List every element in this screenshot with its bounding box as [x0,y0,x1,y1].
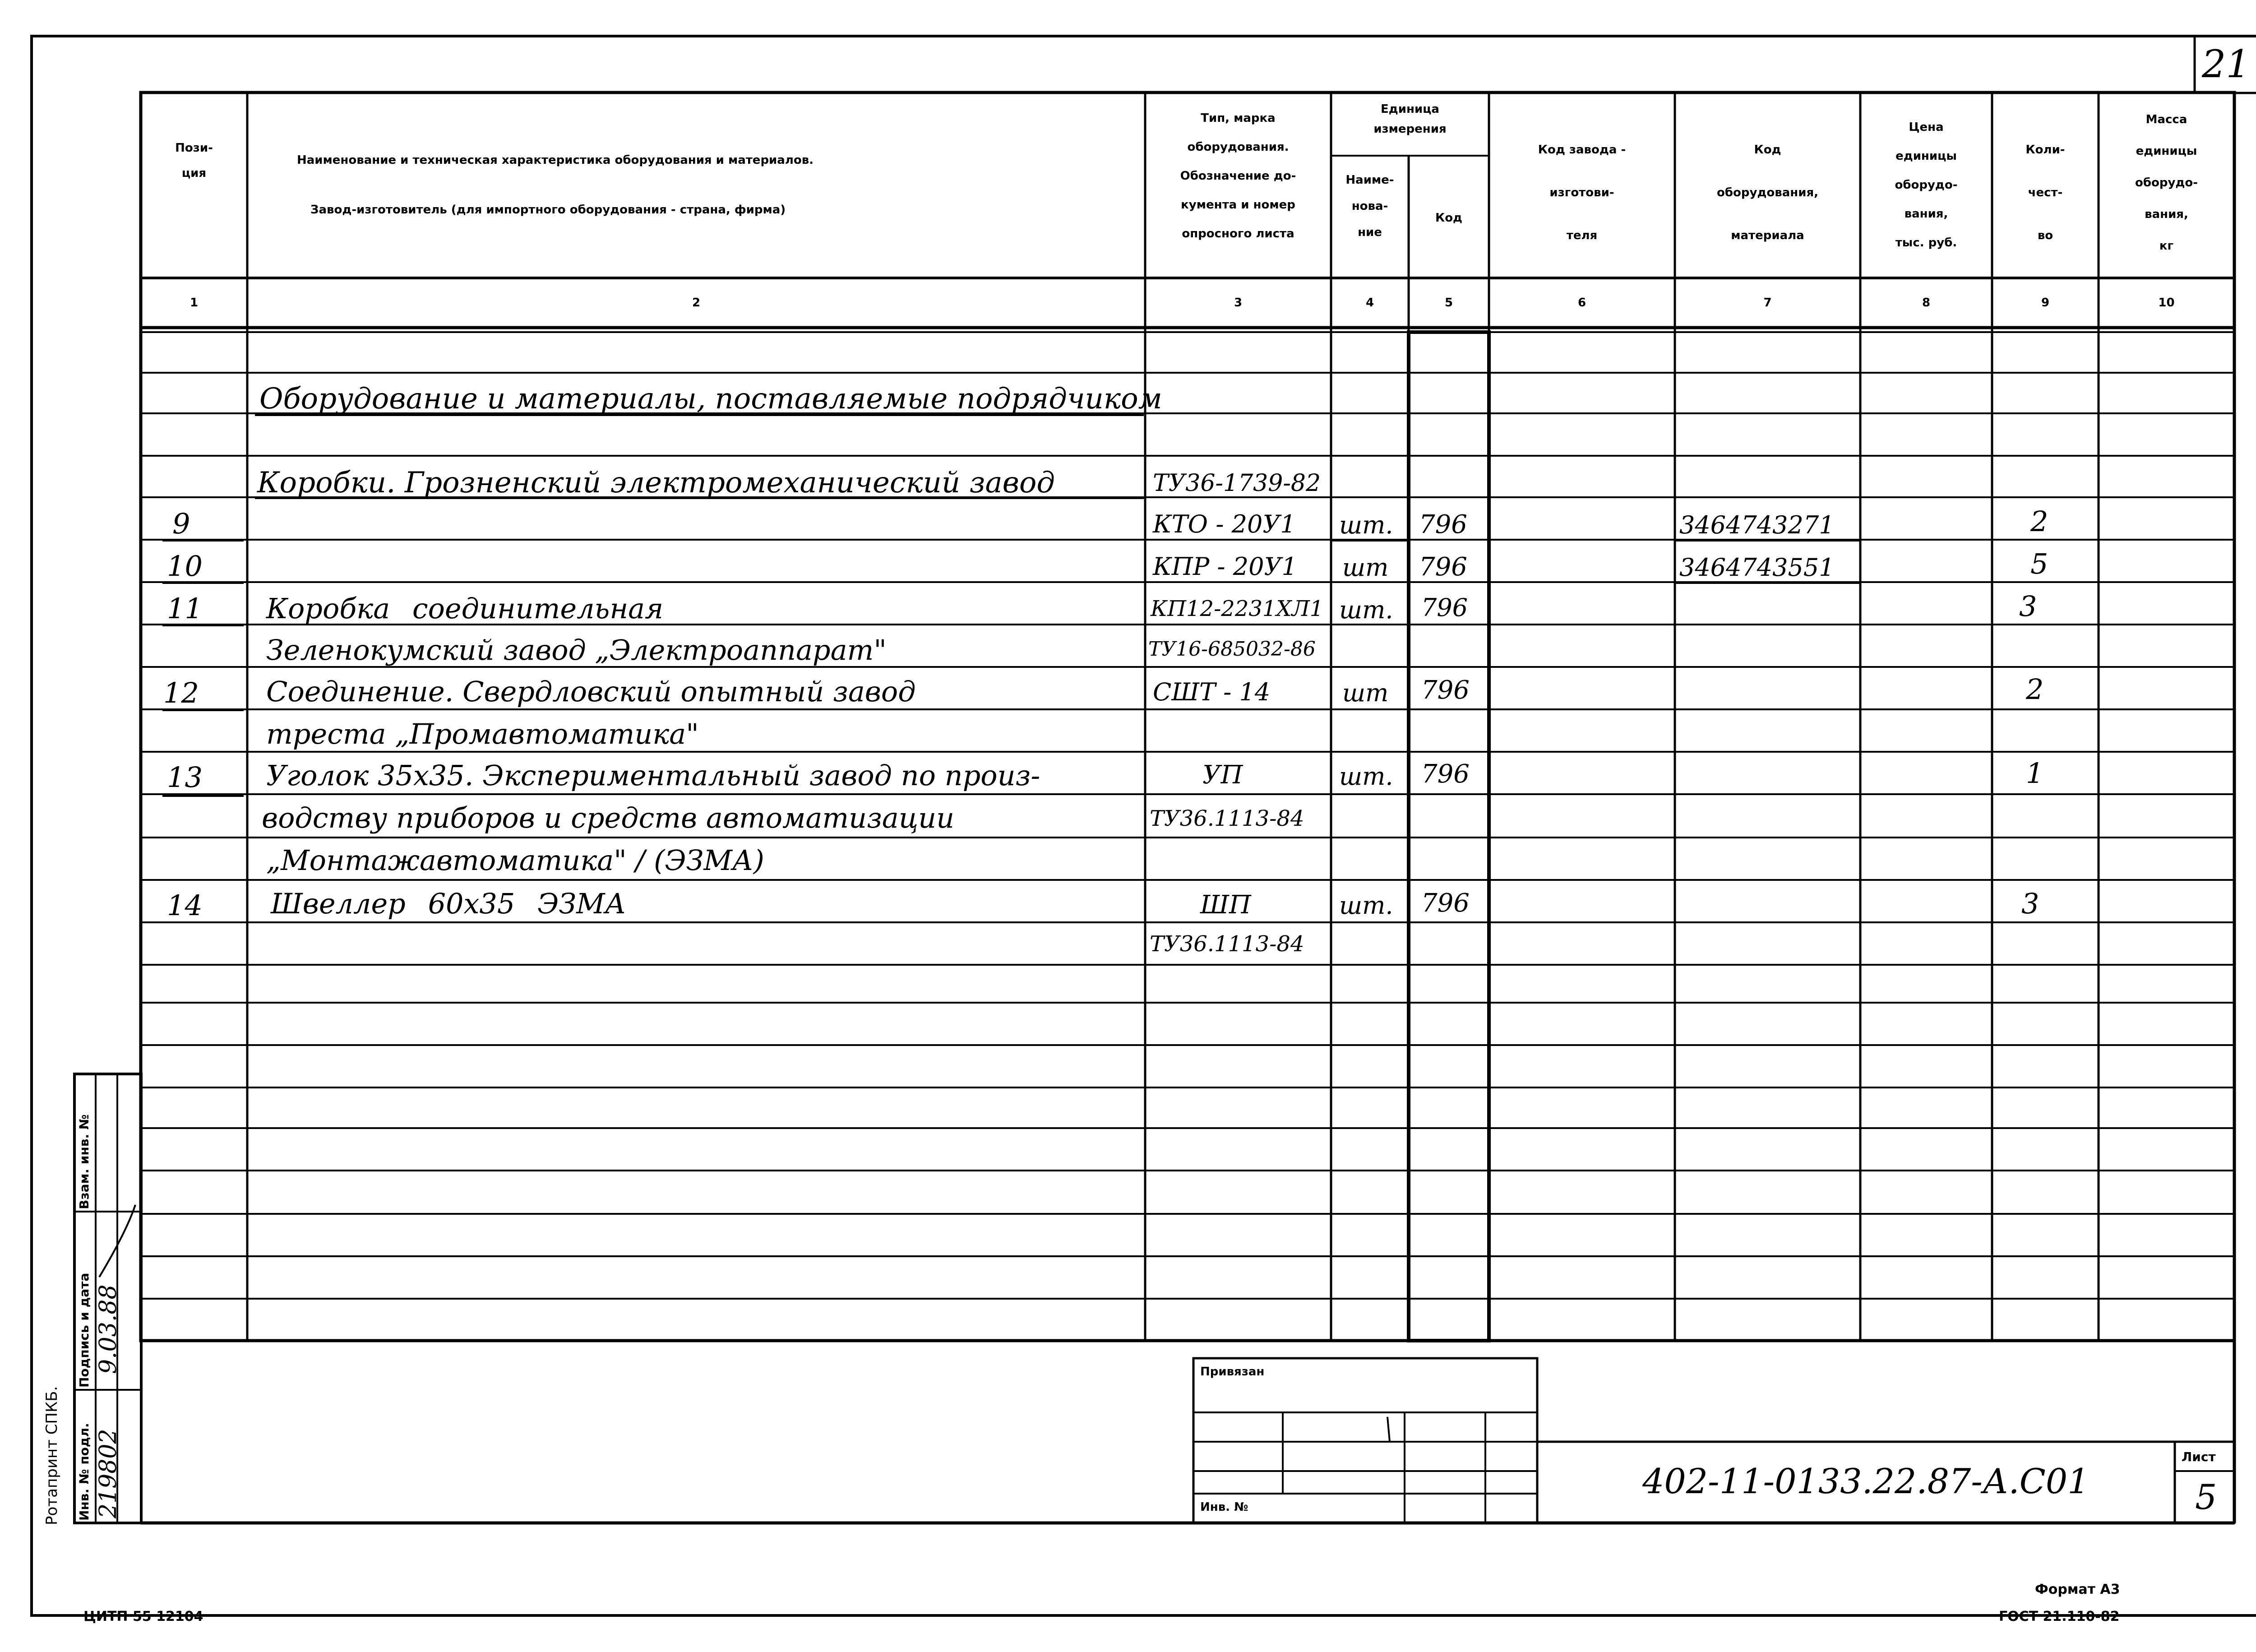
row-7-code: 796 [1421,593,1468,622]
doc-code: 402-11-0133.22.87-А.С01 [1642,1461,2090,1501]
header-col4-line2: нова- [1351,199,1388,213]
row-6-code: 796 [1419,552,1467,582]
row-11-pos: 13 [167,761,203,794]
header-unit-group [1331,99,1489,139]
column-number-9: 9 [2041,296,2050,310]
gost-label: ГОСТ 21.110-82 [1999,1609,2120,1624]
header-col4-line1: Наиме- [1345,173,1394,187]
row-9-type: СШТ - 14 [1153,678,1271,706]
header-col9-line2: чест- [2028,186,2063,199]
row-11-type: УП [1202,760,1243,790]
column-number-6: 6 [1577,296,1586,310]
row-14-unit: шт. [1339,891,1393,920]
column-number-1: 1 [190,296,199,310]
header-col9-line1: Коли- [2025,143,2065,157]
column-number-4: 4 [1365,296,1374,310]
row-9-name: Соединение. Свердловский опытный завод [266,675,916,708]
column-number-3: 3 [1234,296,1243,310]
column-number-8: 8 [1922,296,1931,310]
row-6-qty: 5 [2030,547,2048,580]
row-12-name: водству приборов и средств автоматизации [262,801,955,834]
sheet-label: Лист [2182,1449,2216,1464]
row-7-pos: 11 [167,592,203,625]
column-number-5: 5 [1444,296,1453,310]
header-col10-line2: единицы [2136,144,2197,158]
header-col3-line1: Тип, марка [1201,111,1276,125]
row-9-pos: 12 [163,676,199,709]
row-5-unit: шт. [1339,511,1393,539]
row-14-pos: 14 [167,889,203,922]
header-col7-line3: материала [1731,229,1804,242]
row-11-qty: 1 [2026,757,2044,790]
header-col3-line4: кумента и номер [1181,198,1295,212]
header-col7-line1: Код [1754,143,1781,157]
row-14-code: 796 [1421,888,1470,918]
row-4-name: Коробки. Грозненский электромеханический завод [257,466,1055,500]
sheet-corner-number: 21 [2202,42,2250,86]
header-col10 [2099,104,2234,262]
row-6-type: КПР - 20У1 [1153,552,1297,581]
row-5-qty: 2 [2030,505,2048,538]
row-6-pos: 10 [167,550,203,583]
tsitp-label: ЦИТП 55 12104 [83,1609,203,1624]
row-5-type: КТО - 20У1 [1153,510,1296,538]
header-col8-line4: вания, [1904,207,1948,221]
row-14-name: Швеллер 60х35 ЭЗМА [271,887,626,920]
sidebar-inv-podl-value: 219802 [95,1429,122,1518]
header-col8-line5: тыс. руб. [1895,236,1957,250]
column-number-10: 10 [2158,296,2175,310]
row-6-eq-code: 3464743551 [1679,553,1835,582]
sidebar-vzam-inv-label: Взам. инв. № [77,1114,92,1209]
header-col6 [1489,129,1675,257]
header-col2-line1: Наименование и техническая характеристика оборудования и материалов. [297,153,814,167]
header-col7 [1675,129,1860,257]
row-9-code: 796 [1421,676,1470,705]
inv-no-label: Инв. № [1200,1500,1248,1514]
row-7-name: Коробка соединительная [266,592,664,625]
row-5-code: 796 [1419,510,1467,539]
header-col4 [1331,167,1409,245]
header-col8 [1860,113,1992,257]
header-col5: Код [1435,211,1463,225]
row-11-unit: шт. [1339,762,1393,791]
header-col10-line4: вания, [2145,208,2188,221]
sidebar-inv-podl-label: Инв. № подл. [77,1423,92,1521]
header-col1-line1: Пози- [175,141,213,155]
sheet-number: 5 [2195,1477,2217,1517]
row-8-name: Зеленокумский завод „Электроаппарат" [266,634,887,666]
header-col3-line5: опросного листа [1182,227,1294,241]
row-14-qty: 3 [2021,887,2039,920]
header-col8-line2: единицы [1895,149,1957,163]
row-2-name: Оборудование и материалы, поставляемые подрядчиком [259,382,1162,416]
rotaprint-label: Ротапринт СПКБ. [43,1386,61,1525]
header-col6-line3: теля [1566,229,1598,242]
header-col8-line1: Цена [1909,120,1944,134]
header-col1-line2: ция [181,167,207,180]
header-col10-line5: кг [2159,239,2174,253]
privyazan-label: Привязан [1200,1365,1265,1379]
row-12-type: ТУ36.1113-84 [1150,806,1304,831]
row-6-unit: шт [1342,553,1389,582]
header-col3-line3: Обозначение до- [1180,169,1296,183]
row-13-name: „Монтажавтоматика" / (ЭЗМА) [266,844,764,877]
header-col2 [247,135,1145,235]
row-15-type: ТУ36.1113-84 [1150,931,1304,957]
format-label: Формат А3 [2035,1582,2120,1597]
row-14-type: ШП [1200,890,1251,920]
row-8-type: ТУ16-685032-86 [1148,638,1316,661]
header-unit-group-line2: измерения [1373,122,1447,136]
header-col10-line1: Масса [2145,113,2187,126]
header-col7-line2: оборудования, [1716,186,1819,199]
header-unit-group-line1: Единица [1381,102,1439,116]
header-col2-line2: Завод-изготовитель (для импортного оборудования - страна, фирма) [310,203,786,217]
header-col3-line2: оборудования. [1187,140,1289,154]
header-col1 [141,135,247,186]
column-number-2: 2 [692,296,701,310]
row-9-qty: 2 [2026,673,2044,706]
header-col8-line3: оборудо- [1895,178,1958,192]
row-5-eq-code: 3464743271 [1679,511,1835,539]
sidebar-podpis-data-label: Подпись и дата [77,1273,92,1388]
header-col3 [1145,104,1331,248]
header-col9 [1992,129,2099,257]
row-5-pos: 9 [172,507,190,540]
header-col6-line2: изготови- [1549,186,1614,199]
header-col4-line3: ние [1358,226,1382,239]
sidebar-date-value: 9.03.88 [95,1284,122,1374]
row-10-name: треста „Промавтоматика" [266,717,699,750]
row-7-type: КП12-2231ХЛ1 [1151,596,1324,621]
row-11-code: 796 [1421,759,1470,789]
row-7-qty: 3 [2019,590,2037,623]
header-col6-line1: Код завода - [1538,143,1626,157]
row-11-name: Уголок 35х35. Экспериментальный завод по произ- [266,759,1040,792]
row-9-unit: шт [1342,679,1389,707]
column-number-7: 7 [1763,296,1772,310]
row-4-type: ТУ36-1739-82 [1153,470,1321,497]
header-col9-line3: во [2037,229,2053,242]
row-7-unit: шт. [1339,596,1393,624]
header-col10-line3: оборудо- [2135,176,2198,190]
